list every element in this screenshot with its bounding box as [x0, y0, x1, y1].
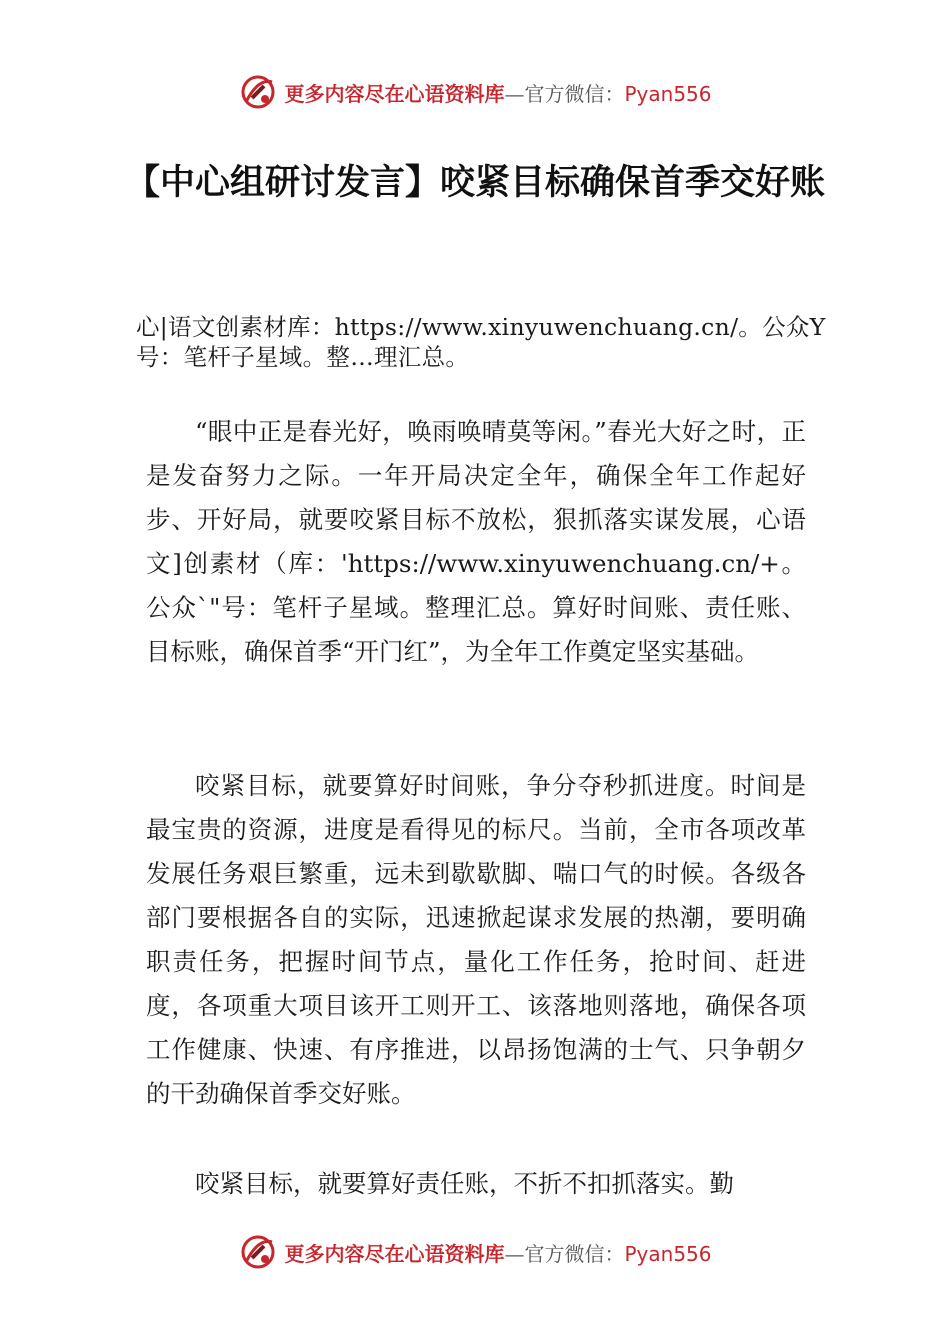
brand-logo-icon — [238, 1232, 278, 1272]
banner-main-text: 更多内容尽在心语资料库 — [284, 81, 505, 106]
document-title: 【中心组研讨发言】咬紧目标确保首季交好账 — [124, 163, 825, 203]
paragraph-1: “眼中正是春光好，唤雨唤晴莫等闲。”春光大好之时，正是发奋努力之际。一年开局决定全年，确保全年工作起好步、开好局，就要咬紧目标不放松，狠抓落实谋发展，心语文]创素材（库：'https://www.xinyuwenchuang.cn/+。公众`"号：笔杆子星域。整理汇总。算好时间账、责任账、目标账，确保首季“开门红”，为全年工作奠定坚实基础。 — [146, 417, 806, 666]
footer-watermark-banner — [0, 1232, 950, 1272]
paragraph-3: 咬紧目标，就要算好责任账，不折不扣抓落实。勤 — [195, 1169, 734, 1198]
brand-logo-icon — [238, 72, 278, 112]
banner-wechat-label: —官方微信： — [504, 1241, 625, 1266]
banner-main-text: 更多内容尽在心语资料库 — [284, 1241, 505, 1266]
source-line: 心|语文创素材库：https://www.xinyuwenchuang.cn/。公众Y号：笔杆子星域。整…理汇总。 — [136, 313, 826, 371]
header-watermark-banner — [0, 72, 950, 112]
banner-wechat-label: —官方微信： — [504, 81, 625, 106]
banner-wechat-id: Pyan556 — [624, 1241, 712, 1266]
paragraph-2: 咬紧目标，就要算好时间账，争分夺秒抓进度。时间是最宝贵的资源，进度是看得见的标尺。当前，全市各项改革发展任务艰巨繁重，远未到歇歇脚、喘口气的时候。各级各部门要根据各自的实际，迅速掀起谋求发展的热潮，要明确职责任务，把握时间节点，量化工作任务，抢时间、赶进度，各项重大项目该开工则开工、该落地则落地，确保各项工作健康、快速、有序推进，以昂扬饱满的士气、只争朝夕的干劲确保首季交好账。 — [146, 771, 806, 1108]
banner-text — [284, 1238, 711, 1267]
banner-text — [284, 78, 711, 107]
banner-wechat-id: Pyan556 — [624, 81, 712, 106]
